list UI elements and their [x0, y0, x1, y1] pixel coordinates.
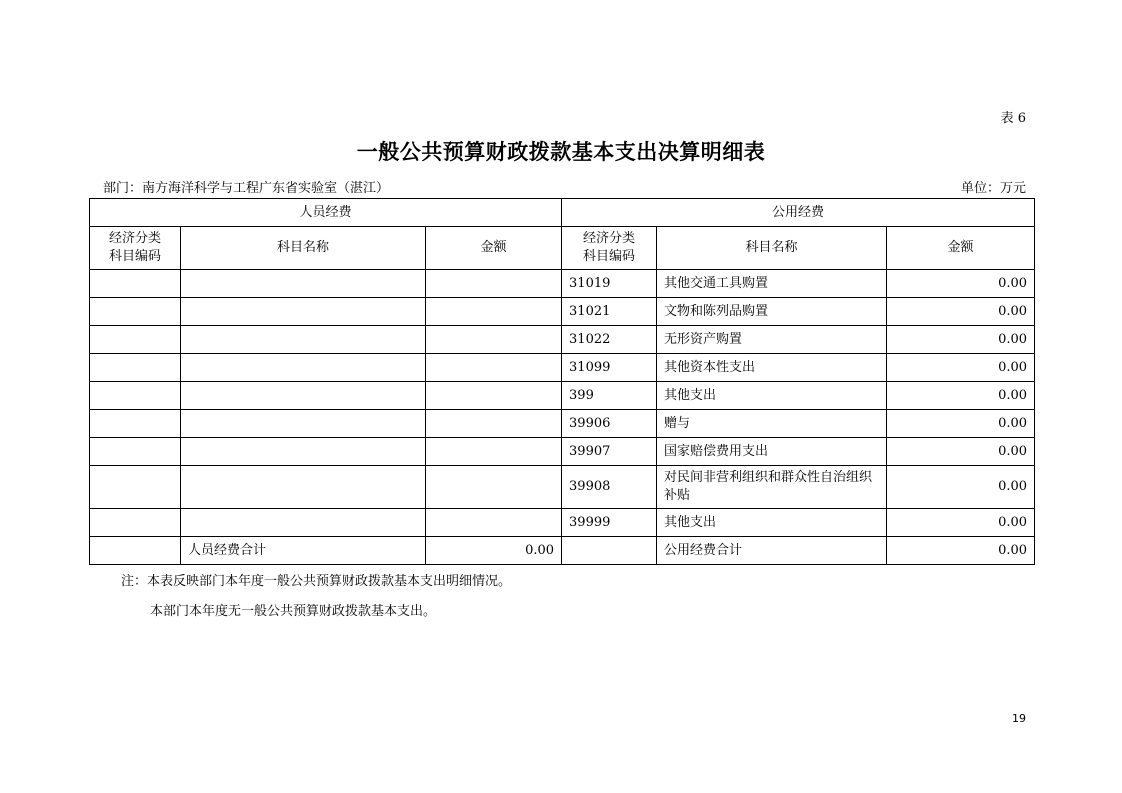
personnel-name-cell: [181, 438, 426, 466]
table-row: [90, 270, 1035, 298]
public-code-header: [562, 227, 657, 270]
personnel-amount-cell: [426, 354, 562, 382]
public-name-cell: 国家赔偿费用支出: [657, 438, 887, 466]
personnel-amount-cell: [426, 410, 562, 438]
public-name-cell: 对民间非营利组织和群众性自治组织补贴: [657, 466, 887, 509]
code-header-line1: 经济分类: [108, 231, 161, 246]
table-row: [90, 298, 1035, 326]
public-amount-cell: 0.00: [887, 466, 1035, 509]
personnel-amount-cell: [426, 509, 562, 537]
table-header-row: [90, 199, 1035, 227]
personnel-code-cell: [90, 354, 181, 382]
public-name-cell: 其他交通工具购置: [657, 270, 887, 298]
public-name-cell: 无形资产购置: [657, 326, 887, 354]
personnel-name-cell: [181, 410, 426, 438]
public-amount-cell: 0.00: [887, 298, 1035, 326]
public-total-amount: 0.00: [887, 537, 1035, 565]
public-header: 公用经费: [562, 199, 1035, 227]
personnel-code-cell: [90, 509, 181, 537]
public-name-cell: 文物和陈列品购置: [657, 298, 887, 326]
personnel-name-cell: [181, 270, 426, 298]
personnel-code-cell: [90, 438, 181, 466]
public-amount-cell: 0.00: [887, 326, 1035, 354]
code-header-line2: 科目编码: [108, 249, 161, 264]
public-amount-cell: 0.00: [887, 509, 1035, 537]
table-row: [90, 354, 1035, 382]
personnel-name-cell: [181, 298, 426, 326]
public-code-cell: 31022: [562, 326, 657, 354]
public-amount-cell: 0.00: [887, 382, 1035, 410]
public-amount-cell: 0.00: [887, 354, 1035, 382]
personnel-name-cell: [181, 466, 426, 509]
table-note: 注：本表反映部门本年度一般公共预算财政拨款基本支出明细情况。: [121, 574, 512, 589]
table-number: 表 6: [1000, 111, 1026, 126]
personnel-code-cell: [90, 410, 181, 438]
personnel-code-cell: [90, 326, 181, 354]
table-row: [90, 438, 1035, 466]
public-name-cell: 其他支出: [657, 509, 887, 537]
table-row: [90, 509, 1035, 537]
personnel-amount-header: 金额: [426, 227, 562, 270]
personnel-code-cell: [90, 270, 181, 298]
personnel-name-cell: [181, 354, 426, 382]
personnel-code-cell: [90, 466, 181, 509]
no-expenditure-note: 本部门本年度无一般公共预算财政拨款基本支出。: [150, 604, 437, 619]
table-row: [90, 466, 1035, 509]
public-name-cell: 其他支出: [657, 382, 887, 410]
personnel-code-cell: [90, 382, 181, 410]
personnel-amount-cell: [426, 326, 562, 354]
personnel-code-cell: [90, 298, 181, 326]
public-code-cell: 31019: [562, 270, 657, 298]
personnel-total-code-cell: [90, 537, 181, 565]
expenditure-table: [89, 198, 1035, 565]
table-row: [90, 326, 1035, 354]
public-amount-cell: 0.00: [887, 270, 1035, 298]
public-total-code-cell: [562, 537, 657, 565]
public-code-cell: 31099: [562, 354, 657, 382]
public-name-cell: 赠与: [657, 410, 887, 438]
code-header-line2: 科目编码: [583, 249, 636, 264]
department-label: 部门：南方海洋科学与工程广东省实验室（湛江）: [103, 181, 390, 196]
public-amount-cell: 0.00: [887, 410, 1035, 438]
page-number: 19: [1012, 712, 1026, 725]
personnel-amount-cell: [426, 438, 562, 466]
table-row: [90, 410, 1035, 438]
personnel-name-cell: [181, 326, 426, 354]
public-code-cell: 39908: [562, 466, 657, 509]
table-row: [90, 382, 1035, 410]
public-amount-header: 金额: [887, 227, 1035, 270]
public-code-cell: 39907: [562, 438, 657, 466]
personnel-name-cell: [181, 509, 426, 537]
personnel-total-label: 人员经费合计: [181, 537, 426, 565]
public-amount-cell: 0.00: [887, 438, 1035, 466]
code-header-line1: 经济分类: [583, 231, 636, 246]
unit-label: 单位：万元: [960, 181, 1026, 196]
personnel-amount-cell: [426, 466, 562, 509]
public-code-cell: 31021: [562, 298, 657, 326]
public-code-cell: 39906: [562, 410, 657, 438]
personnel-amount-cell: [426, 270, 562, 298]
public-name-header: 科目名称: [657, 227, 887, 270]
totals-row: [90, 537, 1035, 565]
personnel-name-cell: [181, 382, 426, 410]
personnel-code-header: [90, 227, 181, 270]
page-title: 一般公共预算财政拨款基本支出决算明细表: [356, 140, 766, 164]
table-subheader-row: [90, 227, 1035, 270]
personnel-total-amount: 0.00: [426, 537, 562, 565]
personnel-amount-cell: [426, 382, 562, 410]
personnel-amount-cell: [426, 298, 562, 326]
public-code-cell: 399: [562, 382, 657, 410]
personnel-name-header: 科目名称: [181, 227, 426, 270]
public-total-label: 公用经费合计: [657, 537, 887, 565]
personnel-header: 人员经费: [90, 199, 562, 227]
public-code-cell: 39999: [562, 509, 657, 537]
public-name-cell: 其他资本性支出: [657, 354, 887, 382]
